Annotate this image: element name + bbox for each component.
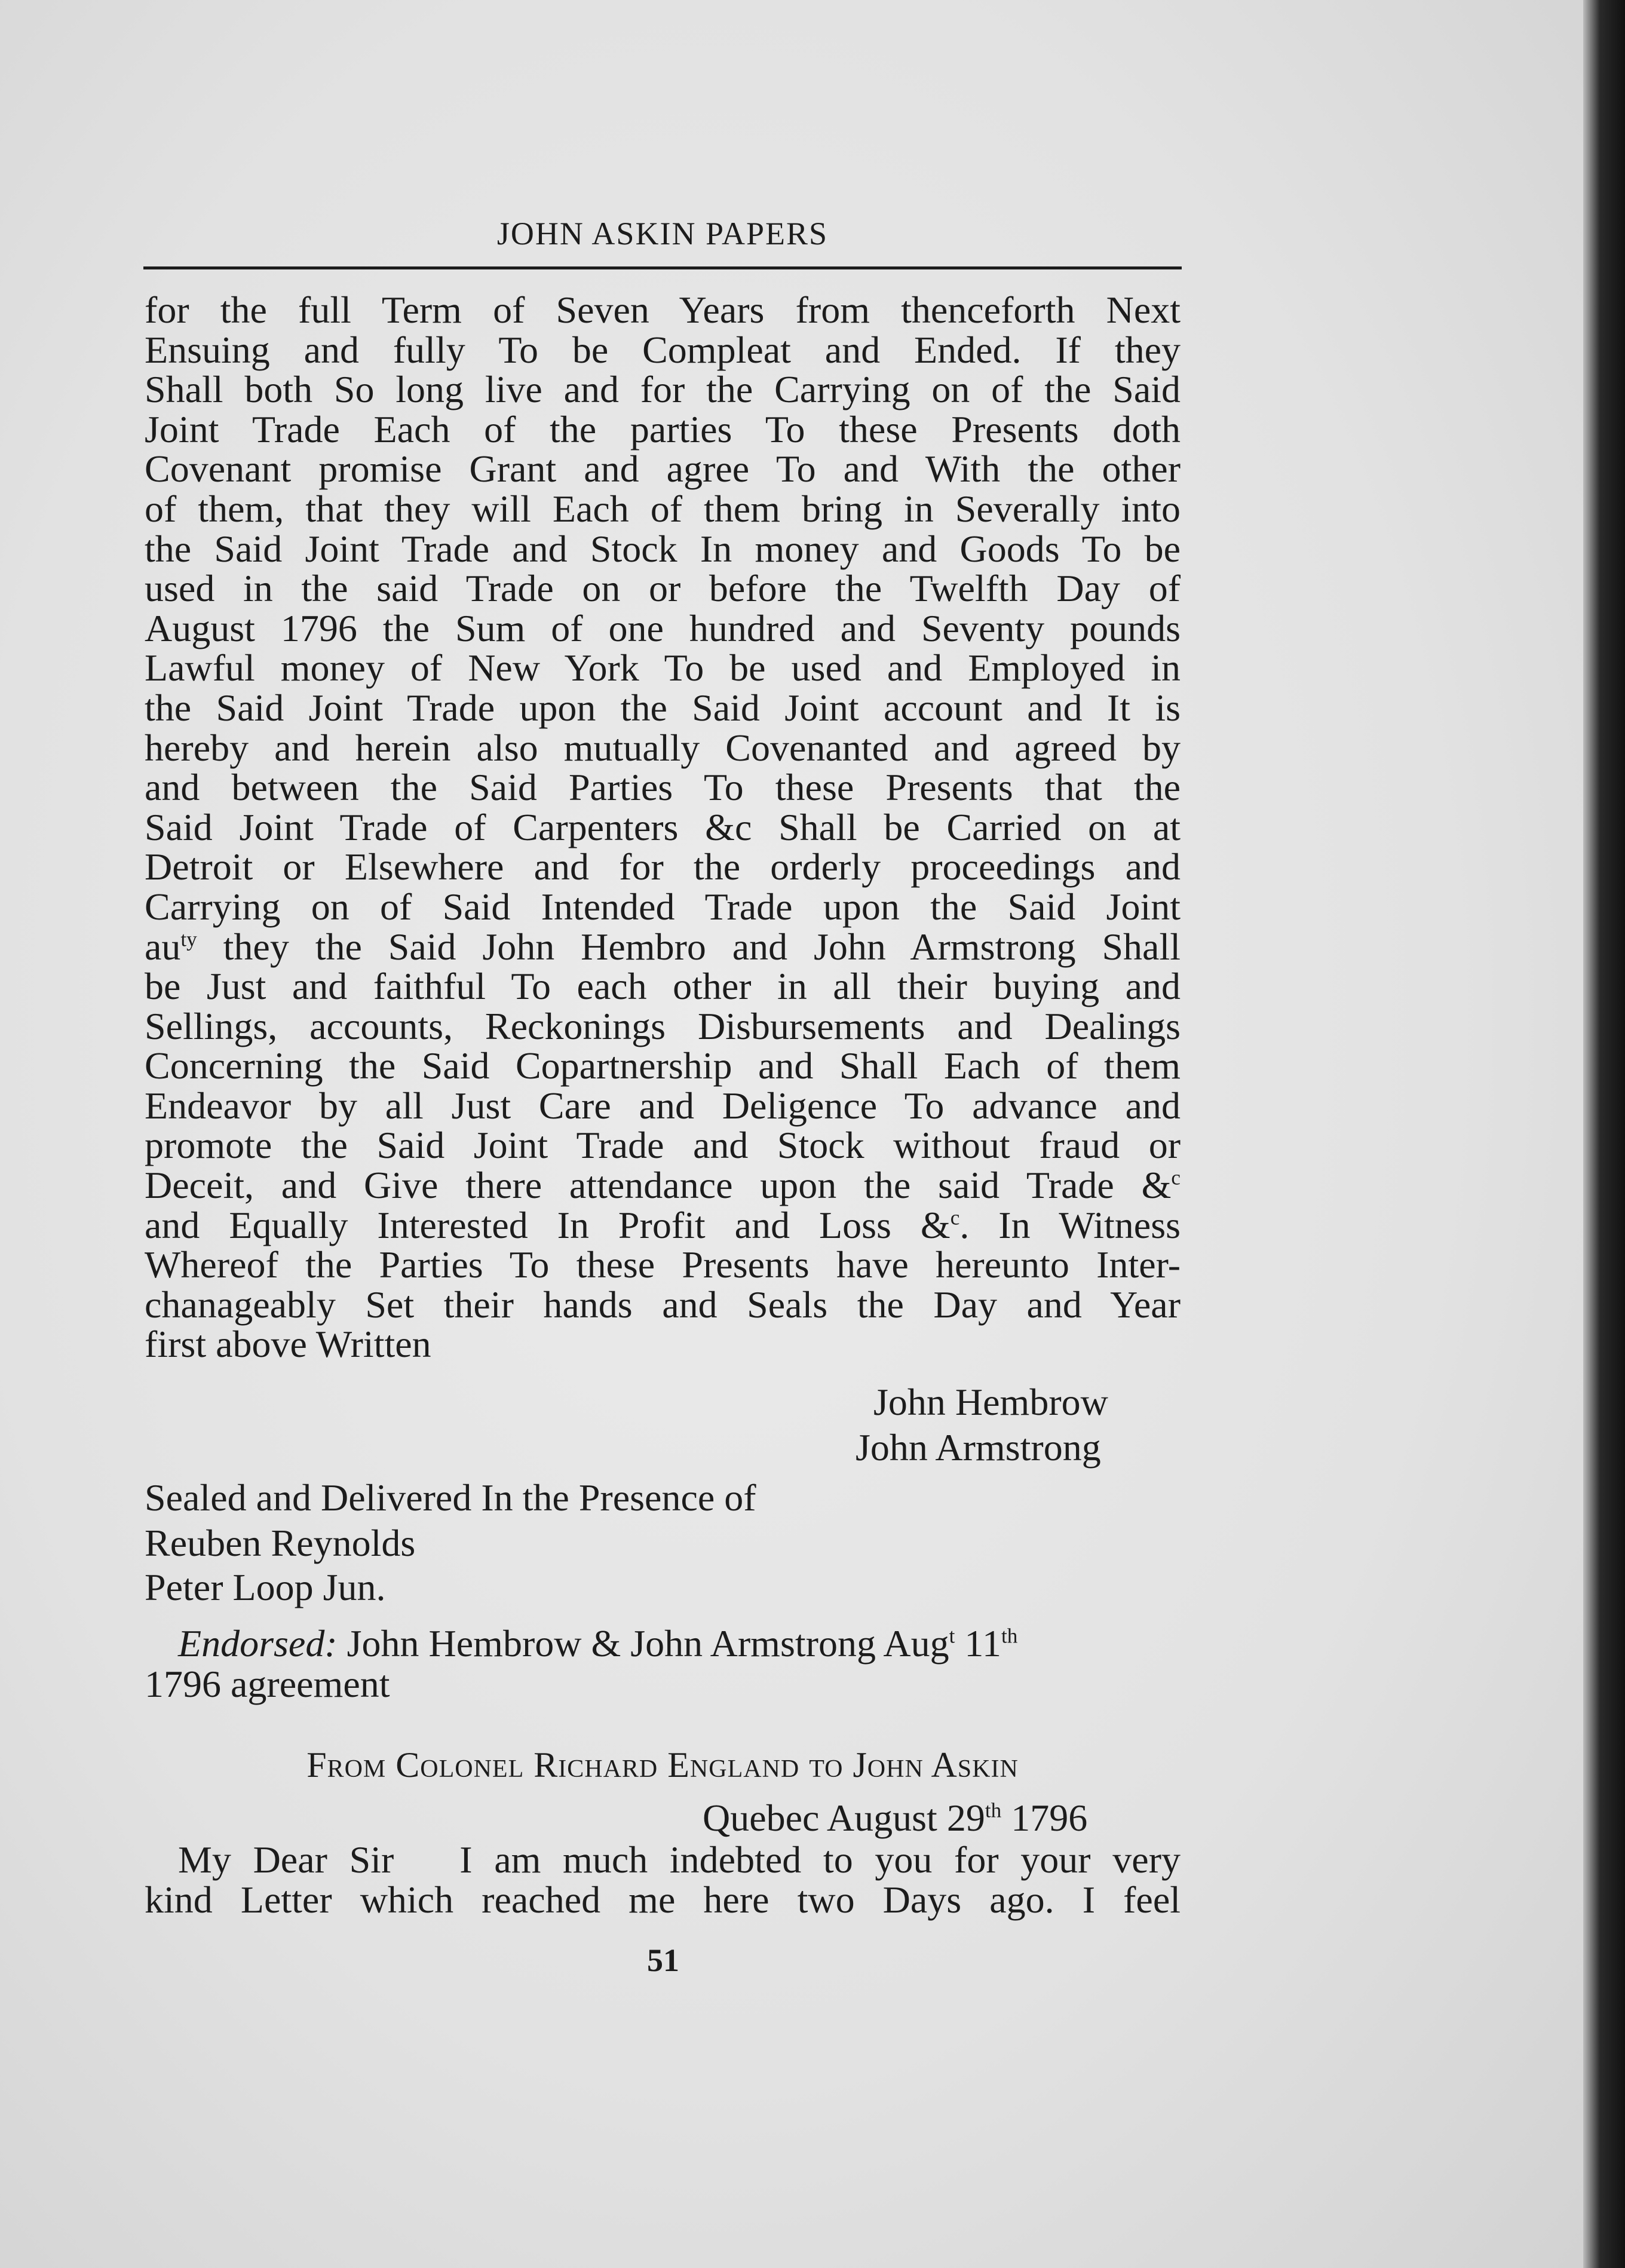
letter-heading: From Colonel Richard England to John Askin	[306, 1745, 1019, 1785]
superscript: th	[985, 1798, 1002, 1822]
dateline-text: Quebec August 29	[703, 1797, 985, 1839]
endorsement-text: John Hembrow & John Armstrong Aug	[347, 1622, 949, 1665]
text-line: Whereof the Parties To these Presents have hereunto Inter-	[145, 1243, 1181, 1286]
text-line: Concerning the Said Copartnership and Shall Each of them	[145, 1044, 1181, 1087]
superscript: t	[949, 1624, 955, 1648]
superscript: th	[1001, 1624, 1018, 1648]
text-line: hereby and herein also mutually Covenanted and agreed by	[145, 726, 1181, 769]
page-edge-shadow	[1583, 0, 1625, 2268]
superscript: ty	[180, 927, 197, 951]
text-line: Covenant promise Grant and agree To and With the other	[145, 448, 1181, 491]
text-line: be Just and faithful To each other in all their buying and	[145, 965, 1181, 1008]
page-number: 51	[647, 1942, 679, 1978]
running-head: JOHN ASKIN PAPERS	[496, 216, 829, 252]
witness-name: Peter Loop Jun.	[145, 1566, 386, 1608]
text-line: Joint Trade Each of the parties To these Presents doth	[145, 407, 1181, 450]
text-line: Endeavor by all Just Care and Deligence To advance and	[145, 1084, 1181, 1127]
text-line: and between the Said Parties To these Presents that the	[145, 766, 1181, 809]
witness-name: Reuben Reynolds	[145, 1522, 416, 1564]
text-line: chanageably Set their hands and Seals the Day and Year	[145, 1283, 1181, 1326]
text-fragment: and Equally Interested In Profit and Loss &	[145, 1203, 951, 1246]
superscript: c	[1171, 1166, 1181, 1190]
text-line: Shall both So long live and for the Carrying on of the Said	[145, 368, 1181, 411]
text-line: Ensuing and fully To be Compleat and Ended. If they	[145, 328, 1181, 371]
dateline-text: 1796	[1001, 1797, 1088, 1839]
text-line: August 1796 the Sum of one hundred and Seventy pounds	[145, 606, 1181, 649]
text-line: of them, that they will Each of them bring in Severally into	[145, 487, 1181, 530]
text-fragment: . In Witness	[959, 1203, 1181, 1246]
text-line: the Said Joint Trade upon the Said Joint account and It is	[145, 686, 1181, 729]
endorsement-line	[178, 1622, 1017, 1666]
text-line: kind Letter which reached me here two Days ago. I feel	[145, 1878, 1181, 1921]
agreement-text	[145, 290, 1181, 1365]
text-line	[145, 927, 1181, 967]
text-line: Lawful money of New York To be used and Employed in	[145, 646, 1181, 689]
text-line: Sellings, accounts, Reckonings Disbursements and Dealings	[145, 1004, 1181, 1047]
letter-text	[145, 1840, 1181, 1920]
text-line: promote the Said Joint Trade and Stock without fraud or	[145, 1124, 1181, 1167]
endorsement-text: 11	[955, 1622, 1002, 1665]
witness-intro: Sealed and Delivered In the Presence of	[145, 1476, 756, 1519]
text-fragment: Deceit, and Give there attendance upon the said Trade &	[145, 1164, 1172, 1207]
text-fragment: they the Said John Hembro and John Armstrong Shall	[197, 925, 1181, 968]
text-line: used in the said Trade on or before the Twelfth Day of	[145, 567, 1181, 610]
superscript: c	[950, 1206, 960, 1230]
dateline	[703, 1796, 1087, 1840]
signature-hembrow: John Hembrow	[873, 1381, 1108, 1423]
text-line	[145, 1166, 1181, 1206]
header-rule	[143, 266, 1182, 269]
signature-armstrong: John Armstrong	[856, 1426, 1101, 1469]
text-line: Detroit or Elsewhere and for the orderly proceedings and	[145, 845, 1181, 888]
text-fragment: au	[145, 925, 181, 968]
text-line	[145, 1203, 1181, 1246]
text-line: the Said Joint Trade and Stock In money and Goods To be	[145, 527, 1181, 570]
text-line: first above Written	[145, 1323, 431, 1366]
text-line: for the full Term of Seven Years from thenceforth Next	[145, 289, 1181, 331]
endorsement-line-2: 1796 agreement	[145, 1663, 390, 1705]
text-line: My Dear Sir I am much indebted to you for your very	[178, 1838, 1181, 1881]
endorsement-label: Endorsed:	[178, 1622, 338, 1665]
text-line: Carrying on of Said Intended Trade upon the Said Joint	[145, 885, 1181, 928]
text-line: Said Joint Trade of Carpenters &c Shall be Carried on at	[145, 805, 1181, 848]
